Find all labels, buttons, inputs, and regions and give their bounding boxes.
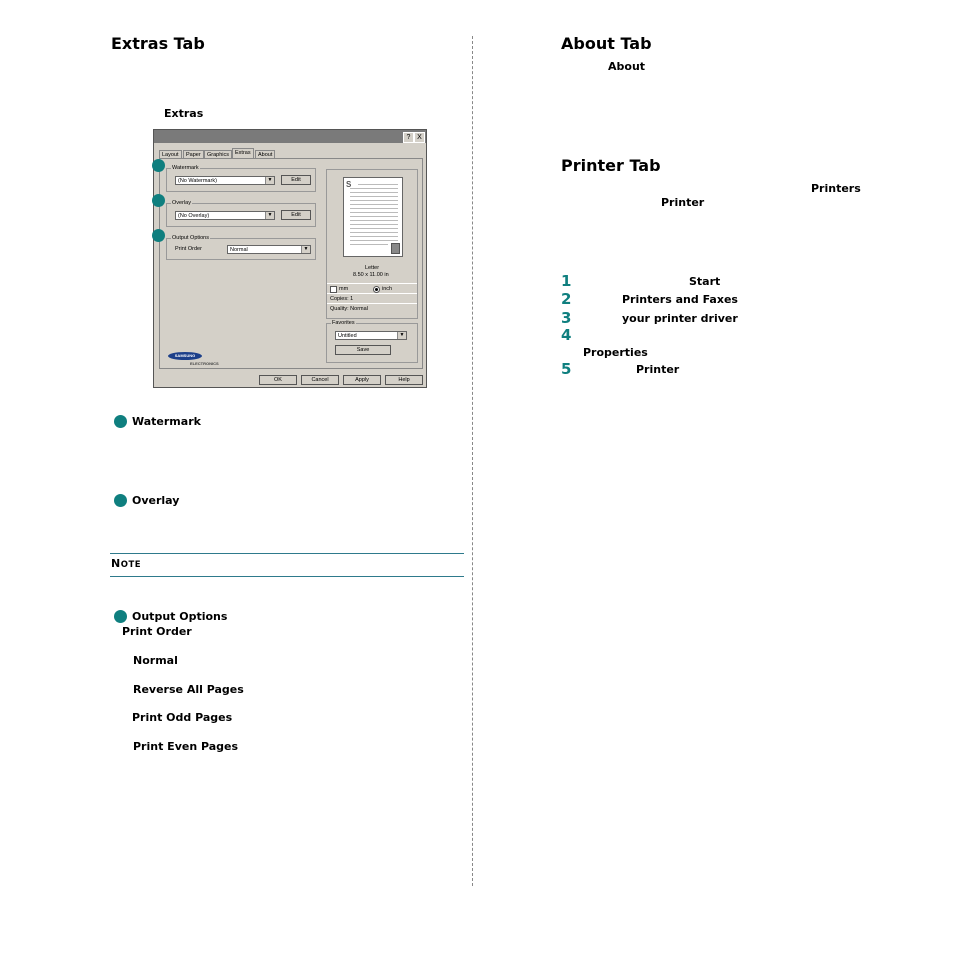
note-bottom-rule (110, 576, 464, 577)
favorites-select[interactable] (335, 331, 407, 340)
step-number: 2 (561, 290, 572, 308)
step-number: 3 (561, 309, 572, 327)
output-options-group-label: Output Options (172, 235, 209, 241)
option-normal: Normal (133, 654, 178, 667)
print-order-heading: Print Order (122, 625, 192, 638)
section-title-about: About Tab (561, 34, 652, 53)
section-title-extras: Extras Tab (111, 34, 205, 53)
callout-dot (114, 415, 127, 428)
overlay-select-value: (No Overlay) (178, 213, 210, 219)
chevron-down-icon: ▼ (397, 332, 406, 339)
extras-bold-text: Extras (164, 107, 204, 120)
preview-line (350, 240, 398, 241)
note-label (111, 557, 141, 570)
samsung-logo: SAMSUNG (168, 352, 202, 360)
preview-line (350, 220, 398, 221)
unit-mm-label: mm (339, 286, 349, 292)
preview-page-letter: S (346, 180, 352, 189)
preview-line (350, 224, 398, 225)
step-text: Printers and Faxes (622, 293, 738, 306)
extras-panel (159, 158, 423, 369)
preview-line (350, 228, 398, 229)
step-text: Start (689, 275, 721, 288)
favorites-group (326, 320, 418, 363)
chevron-down-icon: ▼ (301, 246, 310, 253)
chevron-down-icon: ▼ (265, 212, 274, 219)
tab-extras[interactable]: Extras (232, 148, 254, 159)
option-odd: Print Odd Pages (132, 711, 233, 724)
step-number: 4 (561, 326, 572, 344)
watermark-group-label: Watermark (172, 165, 199, 171)
paper-size: 8.50 x 11.00 in (353, 272, 389, 278)
watermark-select-value: (No Watermark) (178, 178, 217, 184)
about-bold-text: About (608, 60, 646, 73)
print-order-select[interactable] (227, 245, 311, 254)
copies-row: Copies: 1 (327, 293, 417, 303)
output-options-heading: Output Options (132, 610, 228, 623)
overlay-heading: Overlay (132, 494, 180, 507)
watermark-heading: Watermark (132, 415, 201, 428)
page-preview (326, 169, 418, 319)
print-order-label: Print Order (175, 246, 202, 252)
unit-row (327, 283, 417, 293)
overlay-edit-button[interactable]: Edit (281, 210, 311, 220)
apply-button[interactable]: Apply (343, 375, 381, 385)
column-divider (472, 36, 473, 886)
step-text: Properties (583, 346, 648, 359)
print-order-select-value: Normal (230, 247, 248, 253)
chevron-down-icon: ▼ (265, 177, 274, 184)
preview-line (358, 184, 398, 185)
callout-dot (114, 610, 127, 623)
favorites-select-value: Untitled (338, 333, 357, 339)
tab-graphics[interactable]: Graphics (204, 150, 232, 159)
callout-dot (114, 494, 127, 507)
unit-inch-label: inch (382, 286, 393, 292)
favorites-save-button[interactable]: Save (335, 345, 391, 355)
page-corner-icon (391, 243, 400, 254)
printer-bold-text: Printer (661, 196, 705, 209)
section-title-printer: Printer Tab (561, 156, 661, 175)
step-number: 5 (561, 360, 572, 378)
preview-line (350, 216, 398, 217)
step-text: Printer (636, 363, 680, 376)
preview-line (350, 200, 398, 201)
preview-page (343, 177, 403, 257)
step-number: 1 (561, 272, 572, 290)
watermark-group (166, 165, 316, 192)
quality-row: Quality: Normal (327, 303, 417, 313)
note-label-rest: OTE (120, 560, 142, 570)
watermark-select[interactable] (175, 176, 275, 185)
overlay-group (166, 200, 316, 227)
radio-dot-icon (375, 288, 378, 291)
close-title-button[interactable]: X (414, 132, 425, 143)
callout-dot (152, 194, 165, 207)
preview-line (350, 196, 398, 197)
mm-checkbox[interactable] (330, 286, 337, 293)
preview-line (350, 204, 398, 205)
overlay-select[interactable] (175, 211, 275, 220)
cancel-button[interactable]: Cancel (301, 375, 339, 385)
watermark-edit-button[interactable]: Edit (281, 175, 311, 185)
paper-name: Letter (365, 265, 380, 271)
callout-dot (152, 159, 165, 172)
callout-dot (152, 229, 165, 242)
printers-bold-text: Printers (811, 182, 861, 195)
preview-line (350, 192, 398, 193)
help-button[interactable]: Help (385, 375, 423, 385)
help-title-button[interactable]: ? (403, 132, 414, 143)
preview-line (350, 188, 398, 189)
overlay-group-label: Overlay (172, 200, 191, 206)
preview-line (350, 244, 388, 245)
preview-line (350, 212, 398, 213)
ok-button[interactable]: OK (259, 375, 297, 385)
output-options-group (166, 235, 316, 260)
samsung-logo-subtext: ELECTRONICS (190, 361, 219, 366)
preview-line (350, 232, 398, 233)
step-text: your printer driver (622, 312, 738, 325)
option-reverse: Reverse All Pages (133, 683, 244, 696)
favorites-group-label: Favorites (332, 320, 355, 326)
note-label-first: N (111, 557, 121, 570)
tab-about[interactable]: About (255, 150, 275, 159)
inch-radio[interactable] (373, 286, 380, 293)
preview-line (350, 236, 398, 237)
note-top-rule (110, 553, 464, 554)
tab-layout[interactable]: Layout (159, 150, 182, 159)
option-even: Print Even Pages (133, 740, 239, 753)
dialog-title-bar (154, 130, 426, 143)
tab-paper[interactable]: Paper (183, 150, 204, 159)
printer-properties-dialog (153, 129, 427, 388)
preview-line (350, 208, 398, 209)
